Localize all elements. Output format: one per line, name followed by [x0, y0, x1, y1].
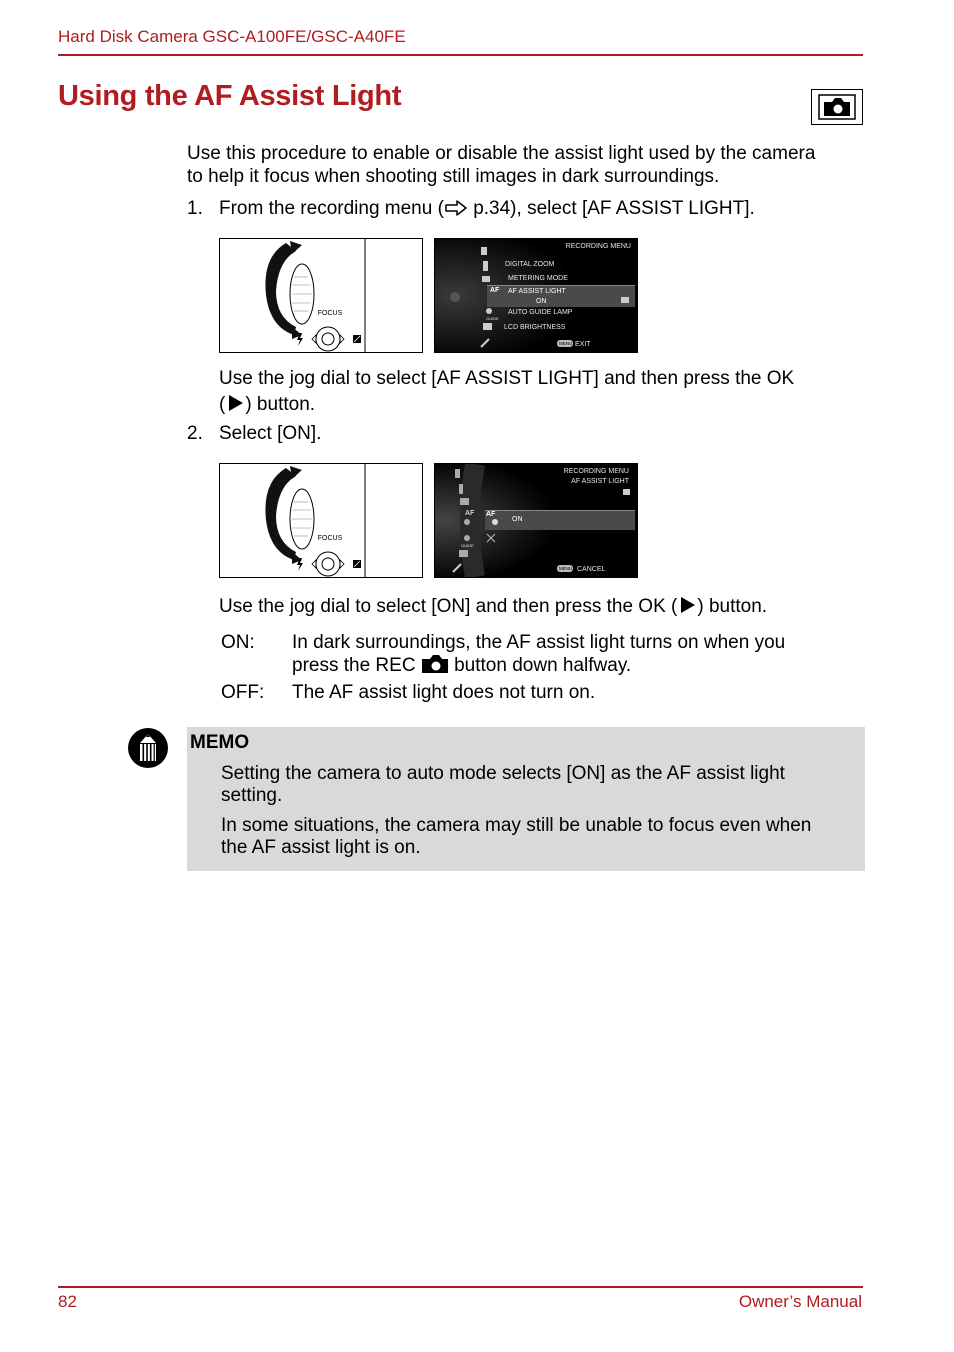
step-1-note-line-1: Use the jog dial to select [AF ASSIST LIGHT] and then press the OK: [219, 368, 795, 389]
step-1-note-line-2: ( ) button.: [219, 393, 794, 419]
step-1-prefix: From the recording menu (: [219, 198, 444, 219]
recording-menu-screen-2: [434, 463, 638, 578]
memo-pencil-icon: [127, 727, 169, 774]
camera-mode-icon: [811, 89, 863, 125]
menu-item-digital-zoom: DIGITAL ZOOM: [505, 261, 555, 268]
running-header: Hard Disk Camera GSC-A100FE/GSC-A40FE: [58, 27, 406, 46]
option-on: ON: [512, 516, 523, 523]
ok-play-icon-2: [677, 595, 697, 621]
jog-dial-illustration-2: [219, 463, 423, 578]
recording-menu-screen-1: [434, 238, 638, 353]
page-title: Using the AF Assist Light: [58, 80, 402, 112]
header-rule: [58, 54, 863, 56]
rec-camera-icon: [421, 654, 449, 680]
page-reference-icon: [444, 199, 468, 223]
memo-title: MEMO: [190, 732, 250, 753]
memo-paragraph-2: In some situations, the camera may still be unable to focus even when the AF assist light is on.: [221, 815, 812, 858]
menu-item-auto-guide-lamp: AUTO GUIDE LAMP: [508, 309, 573, 316]
memo-paragraph-1: Setting the camera to auto mode selects [ON] as the AF assist light setting.: [221, 763, 785, 806]
af-icon-label: AF: [490, 287, 500, 294]
ok-play-icon: [225, 393, 245, 419]
footer-label: Owner’s Manual: [738, 1292, 862, 1311]
definition-desc-on: In dark surroundings, the AF assist light turns on when you press the REC button down halfway.: [292, 631, 785, 680]
menu-item-af-value: ON: [536, 298, 547, 305]
menu-item-metering-mode: METERING MODE: [508, 275, 568, 282]
step-2-note: Use the jog dial to select [ON] and then press the OK ( ) button.: [219, 595, 767, 621]
menu-badge: MENU: [559, 341, 573, 346]
menu-item-af-assist-light: AF ASSIST LIGHT: [508, 288, 566, 295]
exit-label: EXIT: [575, 341, 591, 348]
intro-line-2: to help it focus when shooting still images in dark surroundings.: [187, 166, 720, 187]
af-icon-label-2a: AF: [465, 510, 475, 517]
page-number: 82: [58, 1292, 77, 1311]
intro-paragraph: [187, 142, 815, 188]
menu-badge-2: MENU: [559, 566, 573, 571]
definition-desc-off: The AF assist light does not turn on.: [292, 682, 596, 703]
menu-header-2: RECORDING MENU: [563, 468, 629, 475]
menu-item-lcd-brightness: LCD BRIGHTNESS: [504, 324, 566, 331]
intro-line-1: Use this procedure to enable or disable the assist light used by the camera: [187, 143, 816, 164]
guide-icon-label-2: GUIDE: [461, 543, 474, 548]
menu-subheader: AF ASSIST LIGHT: [571, 478, 629, 485]
focus-label-2: FOCUS: [317, 535, 343, 542]
definition-term-on: ON:: [221, 632, 255, 653]
focus-label: FOCUS: [317, 310, 343, 317]
jog-dial-illustration-1: [219, 238, 423, 353]
cancel-label: CANCEL: [577, 566, 606, 573]
definition-term-off: OFF:: [221, 682, 265, 703]
guide-icon-label: GUIDE: [486, 316, 499, 321]
step-2-number: 2.: [187, 423, 203, 444]
step-1-suffix: p.34), select [AF ASSIST LIGHT].: [467, 198, 755, 219]
menu-header: RECORDING MENU: [565, 243, 631, 250]
step-1-text: [219, 197, 755, 223]
footer-rule: [58, 1286, 863, 1288]
step-1-number: 1.: [187, 198, 203, 219]
af-icon-label-2b: AF: [486, 511, 496, 518]
step-2-text: Select [ON].: [219, 423, 322, 444]
step-1-note: [219, 367, 794, 419]
